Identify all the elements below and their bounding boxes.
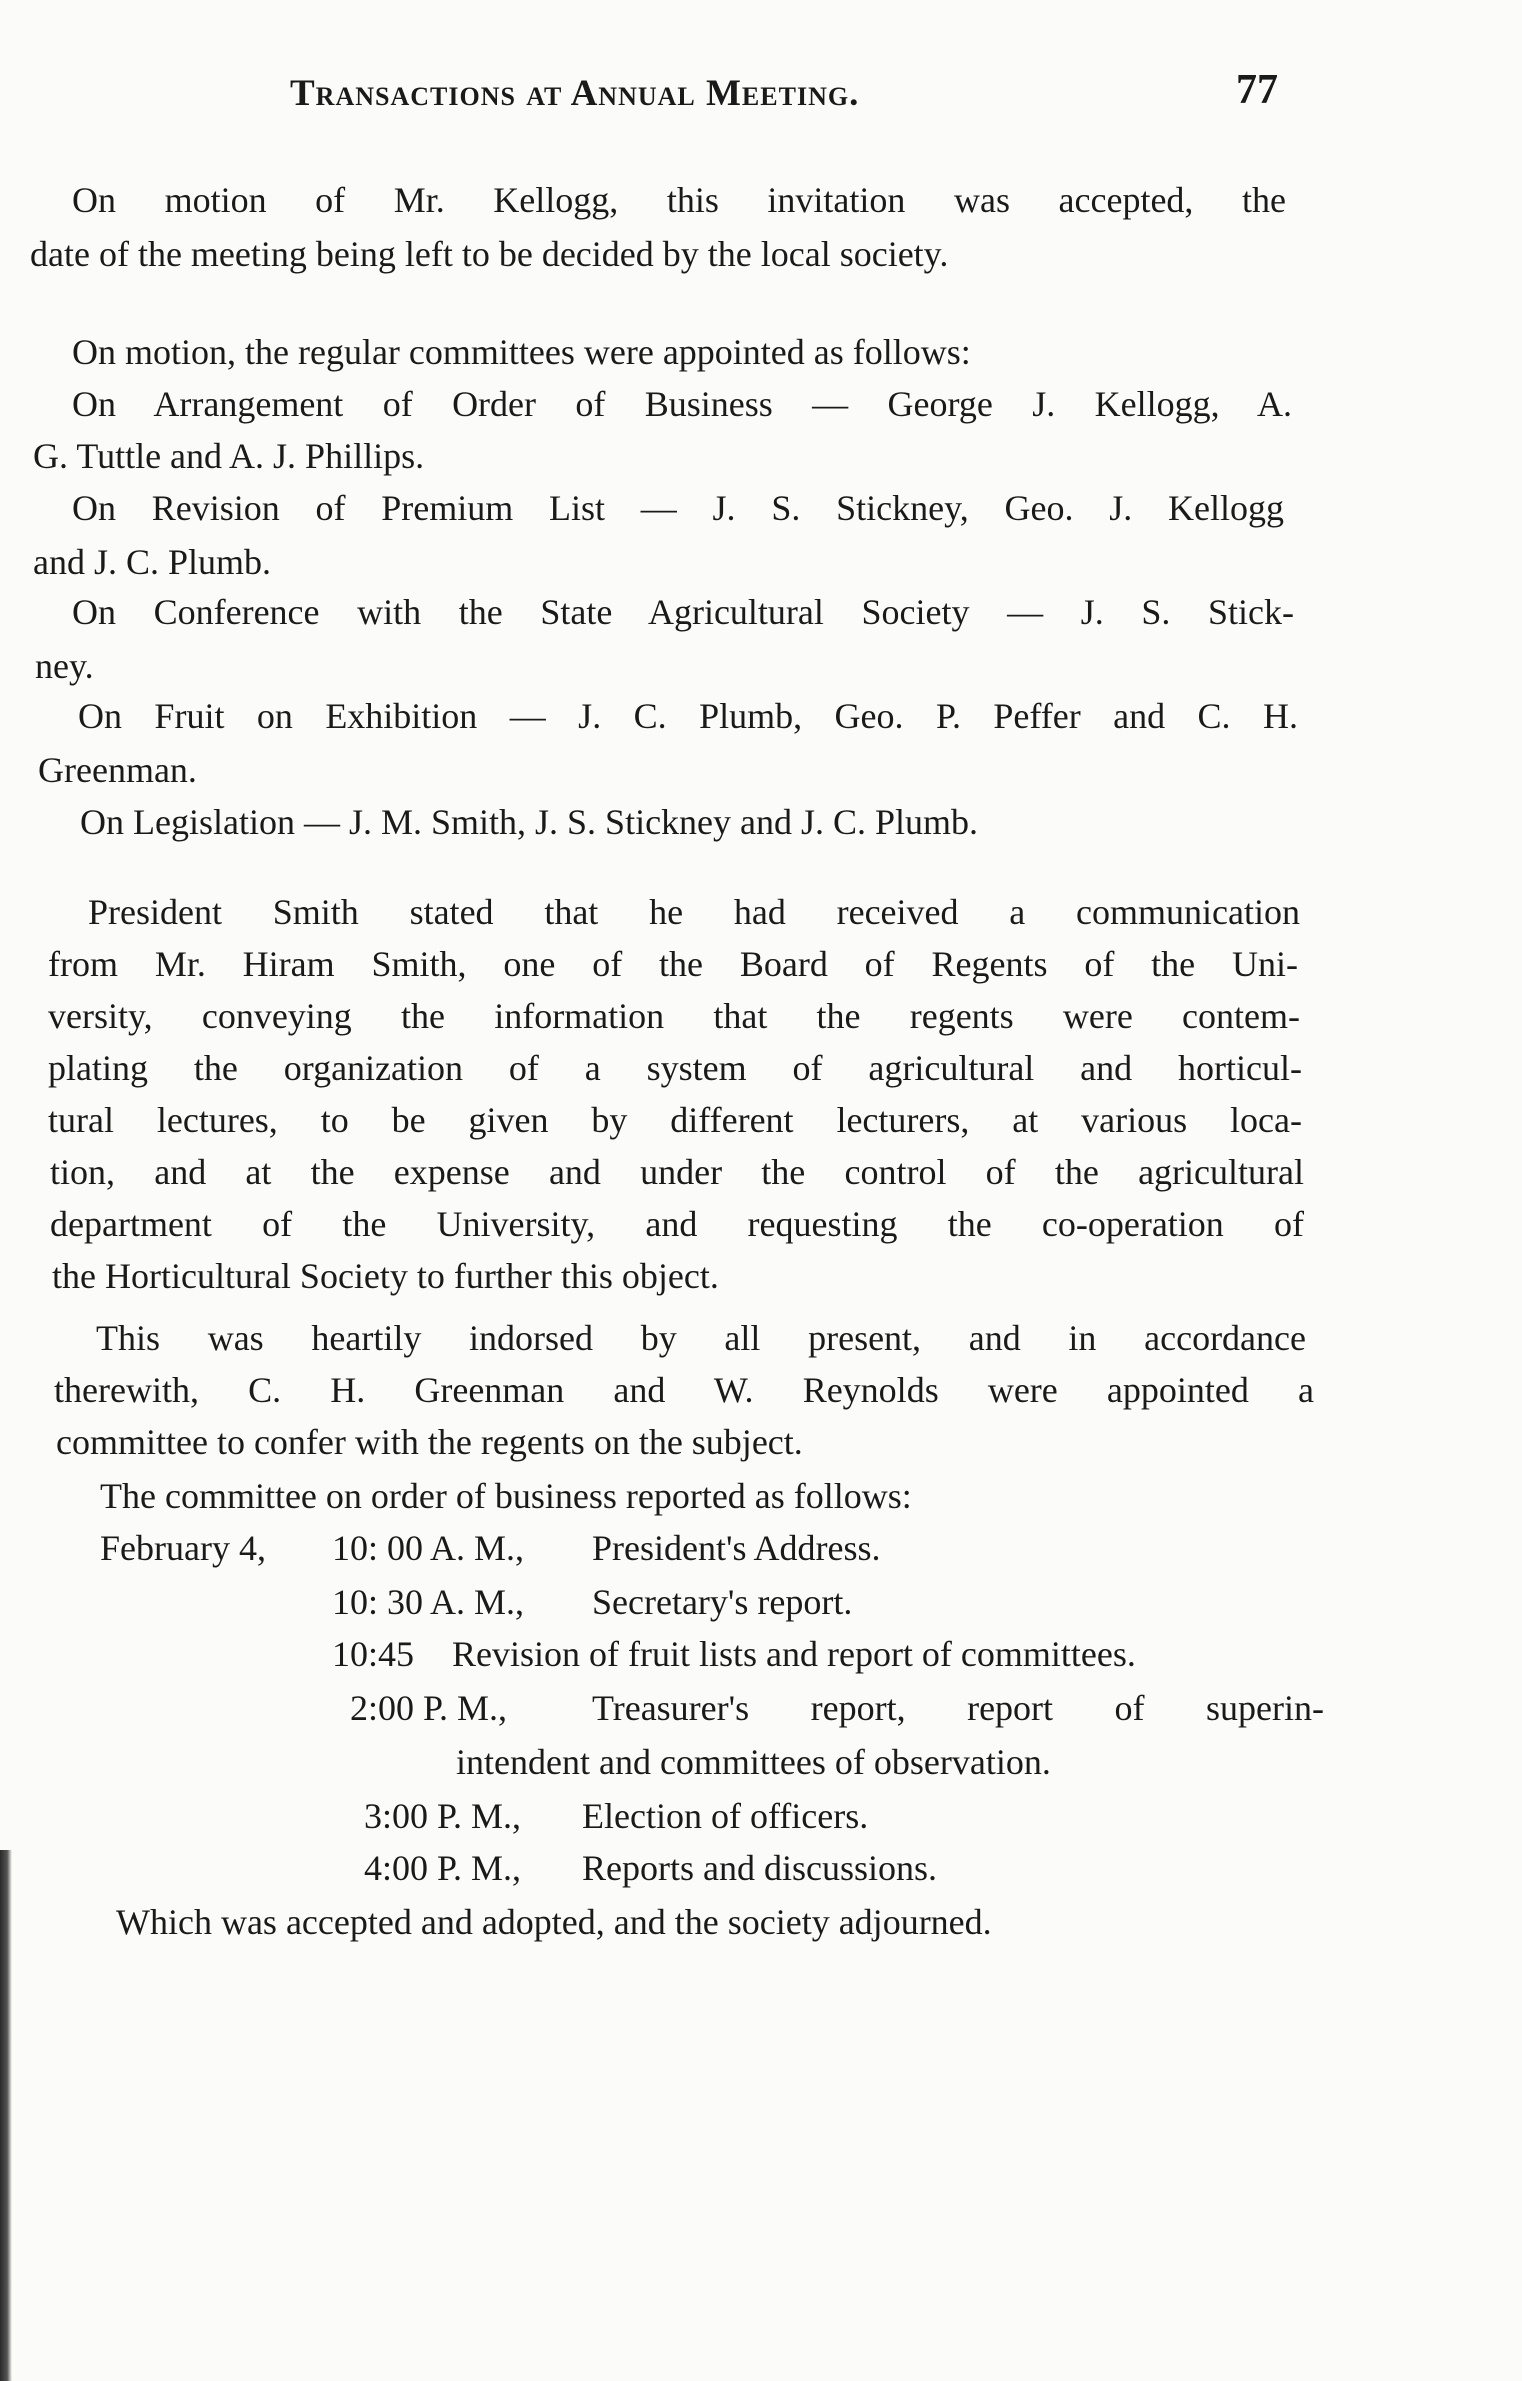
schedule-time: 2:00 P. M., [350, 1688, 508, 1728]
paragraph-line: tion, and at the expense and under the control of the agricultural [50, 1152, 1304, 1192]
paragraph-line: tural lectures, to be given by different lecturers, at various loca- [48, 1100, 1302, 1140]
paragraph-line: from Mr. Hiram Smith, one of the Board of Regents of the Uni- [48, 944, 1298, 984]
schedule-item: Revision of fruit lists and report of committees. [452, 1634, 1136, 1674]
committee-conference-line: On Conference with the State Agricultural Society — J. S. Stick- [72, 592, 1294, 632]
paragraph-line: the Horticultural Society to further this object. [52, 1256, 719, 1296]
paragraph-line: committee to confer with the regents on the subject. [56, 1422, 803, 1462]
committee-arrangement-line: On Arrangement of Order of Business — George J. Kellogg, A. [72, 384, 1292, 424]
schedule-item: Election of officers. [582, 1796, 869, 1836]
schedule-item-continued: intendent and committees of observation. [456, 1742, 1051, 1782]
running-head: Transactions at Annual Meeting. [290, 73, 860, 114]
schedule-time: 3:00 P. M., [364, 1796, 522, 1836]
schedule-item: President's Address. [592, 1528, 881, 1568]
paragraph-line: therewith, C. H. Greenman and W. Reynolds were appointed a [54, 1370, 1314, 1410]
schedule-item: Secretary's report. [592, 1582, 853, 1622]
page-binding-edge [0, 1850, 12, 2381]
business-intro: The committee on order of business reported as follows: [100, 1476, 912, 1516]
paragraph-line: department of the University, and requesting the co-operation of [50, 1204, 1304, 1244]
paragraph-line: On motion of Mr. Kellogg, this invitation was accepted, the [72, 180, 1286, 220]
closing-line: Which was accepted and adopted, and the society adjourned. [116, 1902, 992, 1942]
paragraph-line: plating the organization of a system of agricultural and horticul- [48, 1048, 1302, 1088]
page-number: 77 [1236, 67, 1278, 113]
schedule-date: February 4, [100, 1528, 266, 1568]
committee-premium-line: On Revision of Premium List — J. S. Stickney, Geo. J. Kellogg [72, 488, 1284, 528]
schedule-time: 10: 30 A. M., [332, 1582, 525, 1622]
paragraph-line: versity, conveying the information that the regents were contem- [48, 996, 1300, 1036]
schedule-time: 10: 00 A. M., [332, 1528, 525, 1568]
committees-intro: On motion, the regular committees were appointed as follows: [72, 332, 971, 372]
paragraph-line: date of the meeting being left to be decided by the local society. [30, 234, 949, 274]
schedule-item: Treasurer's report, report of superin- [592, 1688, 1324, 1728]
committee-legislation-line: On Legislation — J. M. Smith, J. S. Stickney and J. C. Plumb. [80, 802, 979, 842]
committee-arrangement-line: G. Tuttle and A. J. Phillips. [33, 436, 425, 476]
committee-conference-line: ney. [35, 646, 94, 686]
paragraph-line: President Smith stated that he had received a communication [88, 892, 1300, 932]
schedule-time: 4:00 P. M., [364, 1848, 522, 1888]
paragraph-line: This was heartily indorsed by all present, and in accordance [96, 1318, 1306, 1358]
schedule-time: 10:45 [332, 1634, 415, 1674]
schedule-item: Reports and discussions. [582, 1848, 937, 1888]
committee-premium-line: and J. C. Plumb. [33, 542, 272, 582]
committee-fruit-line: On Fruit on Exhibition — J. C. Plumb, Geo. P. Peffer and C. H. [78, 696, 1298, 736]
committee-fruit-line: Greenman. [38, 750, 197, 790]
